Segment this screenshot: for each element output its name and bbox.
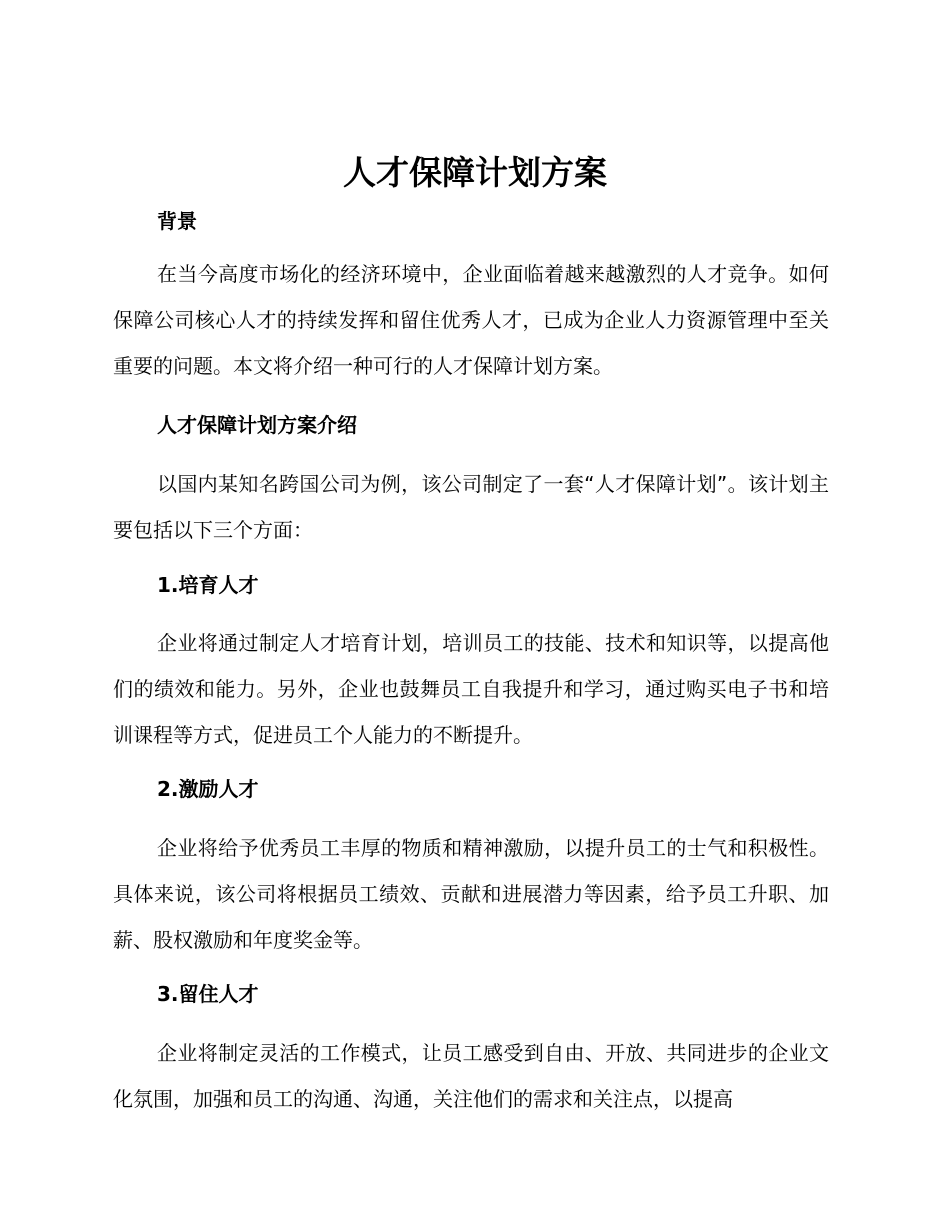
section-heading-background: 背景 <box>157 209 197 233</box>
section-paragraph-background: 在当今高度市场化的经济环境中，企业面临着越来越激烈的人才竞争。如何保障公司核心人才的持续发挥和留住优秀人才，已成为企业人力资源管理中至关重要的问题。本文将介绍一种可行的人才保障计划方案。 <box>113 262 829 378</box>
section-heading-cultivate-talent: 1.培育人才 <box>157 573 259 597</box>
section-heading-motivate-talent: 2.激励人才 <box>157 777 259 801</box>
section-paragraph-cultivate-talent: 企业将通过制定人才培育计划，培训员工的技能、技术和知识等，以提高他们的绩效和能力。另外，企业也鼓舞员工自我提升和学习，通过购买电子书和培训课程等方式，促进员工个人能力的不断提升。 <box>113 631 829 747</box>
section-paragraph-motivate-talent: 企业将给予优秀员工丰厚的物质和精神激励，以提升员工的士气和积极性。具体来说，该公司将根据员工绩效、贡献和进展潜力等因素，给予员工升职、加薪、股权激励和年度奖金等。 <box>113 836 829 952</box>
section-heading-retain-talent: 3.留住人才 <box>157 982 259 1006</box>
section-paragraph-plan-intro: 以国内某知名跨国公司为例，该公司制定了一套“人才保障计划”。该计划主要包括以下三个方面： <box>113 472 829 542</box>
section-paragraph-retain-talent: 企业将制定灵活的工作模式，让员工感受到自由、开放、共同进步的企业文化氛围，加强和员工的沟通、沟通，关注他们的需求和关注点，以提高 <box>113 1041 829 1111</box>
section-heading-plan-intro: 人才保障计划方案介绍 <box>157 413 357 437</box>
document-title: 人才保障计划方案 <box>343 153 607 192</box>
